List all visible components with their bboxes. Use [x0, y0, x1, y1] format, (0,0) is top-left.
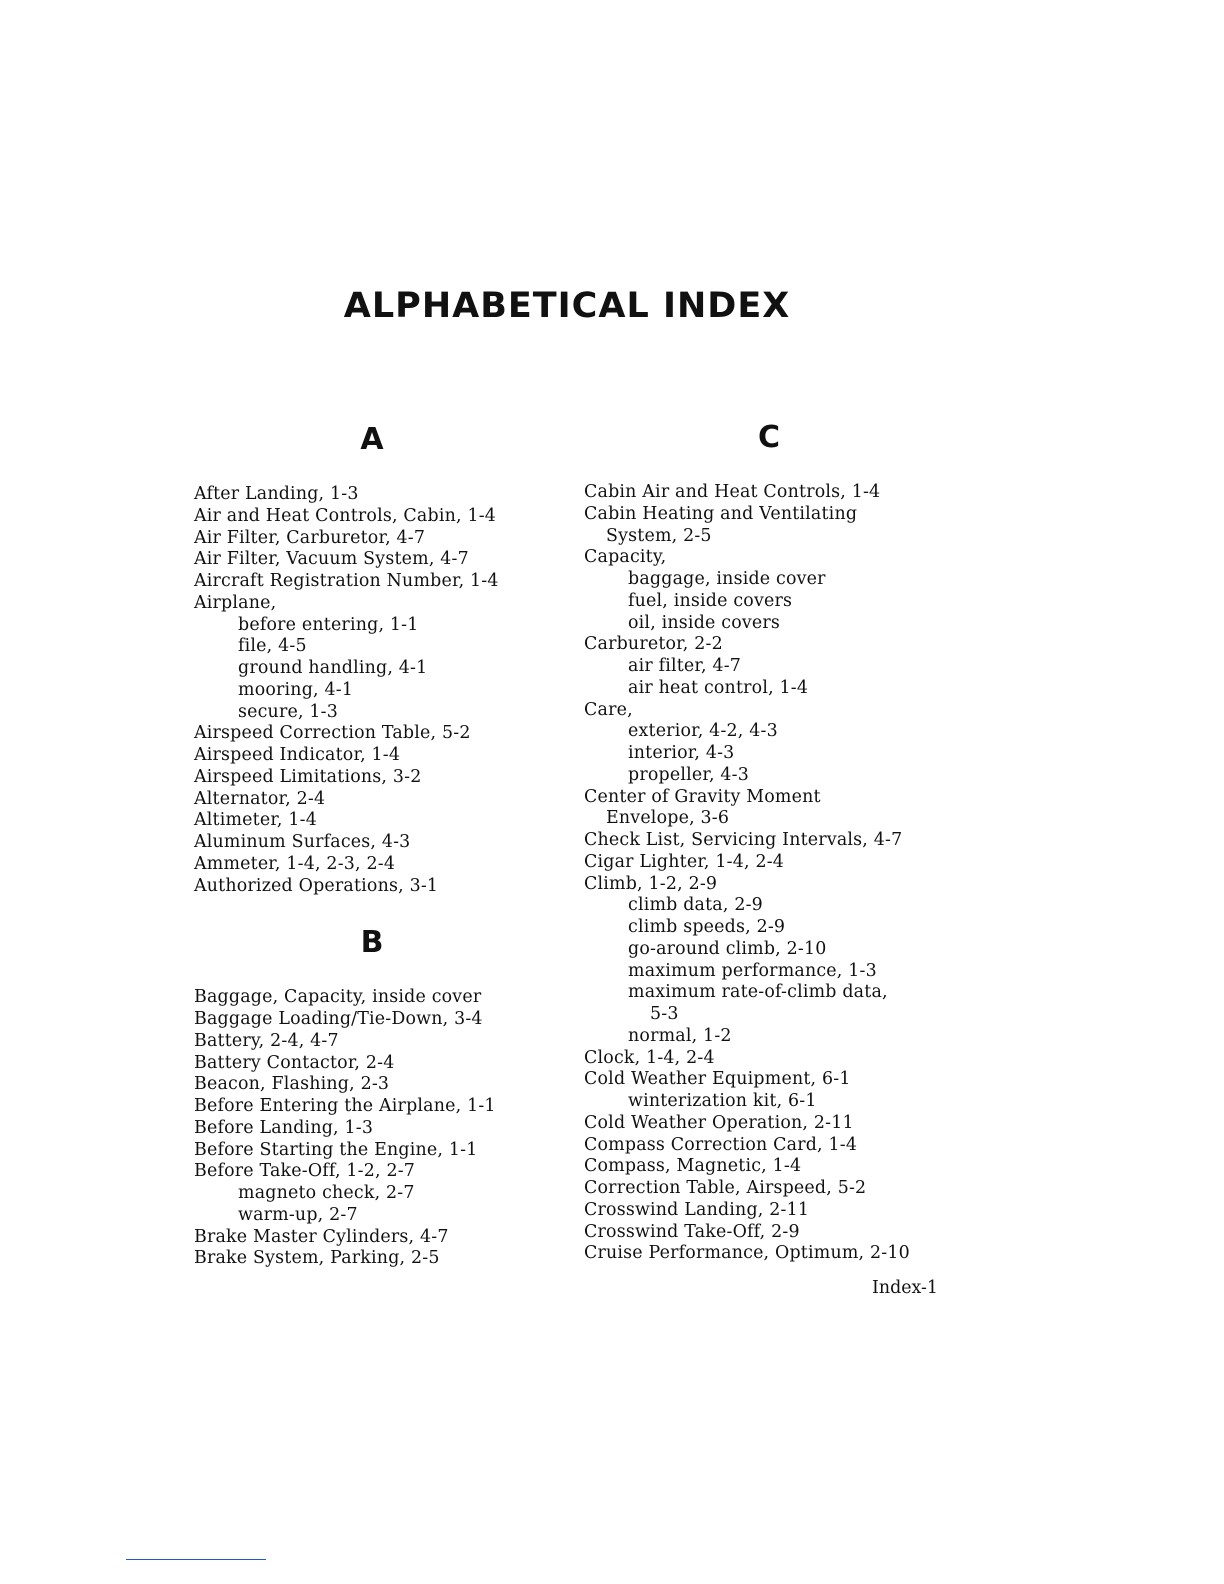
page-title: ALPHABETICAL INDEX	[343, 286, 791, 326]
footnote-rule	[126, 1559, 266, 1560]
index-entry: Compass, Magnetic, 1-4	[584, 1156, 802, 1177]
index-entry: Care,	[584, 699, 633, 720]
index-entry: Air and Heat Controls, Cabin, 1-4	[194, 505, 497, 526]
index-entry: Before Landing, 1-3	[194, 1117, 374, 1138]
index-subentry: interior, 4-3	[628, 743, 735, 763]
index-entry: Alternator, 2-4	[194, 788, 326, 809]
index-entry: Correction Table, Airspeed, 5-2	[584, 1178, 867, 1198]
index-section-a	[194, 420, 584, 897]
entry-list-b	[194, 987, 584, 1270]
index-entry: Ammeter, 1-4, 2-3, 2-4	[194, 853, 396, 874]
index-entry: Beacon, Flashing, 2-3	[194, 1074, 390, 1095]
index-entry: Center of Gravity Moment	[584, 786, 821, 807]
index-entry: After Landing, 1-3	[194, 484, 359, 504]
index-entry: Before Take-Off, 1-2, 2-7	[194, 1161, 416, 1182]
index-entry: Airspeed Indicator, 1-4	[194, 745, 401, 765]
index-subentry: ground handling, 4-1	[238, 658, 428, 678]
index-entry: Capacity,	[584, 547, 667, 568]
index-subentry: maximum performance, 1-3	[628, 960, 877, 981]
index-entry: Baggage Loading/Tie-Down, 3-4	[194, 1009, 483, 1029]
index-subentry: secure, 1-3	[238, 701, 339, 722]
index-subentry: warm-up, 2-7	[238, 1204, 358, 1225]
section-letter-c: C	[757, 420, 781, 455]
index-subentry: oil, inside covers	[628, 612, 781, 633]
index-entry: Cold Weather Operation, 2-11	[584, 1112, 854, 1133]
index-subentry: normal, 1-2	[628, 1025, 732, 1046]
index-entry: Before Starting the Engine, 1-1	[194, 1139, 478, 1160]
index-entry: Cabin Air and Heat Controls, 1-4	[584, 482, 881, 502]
index-subentry: mooring, 4-1	[238, 679, 354, 700]
index-subentry: 5-3	[650, 1004, 679, 1024]
index-entry: Check List, Servicing Intervals, 4-7	[584, 830, 903, 850]
index-subentry: propeller, 4-3	[628, 764, 750, 785]
index-subentry: climb data, 2-9	[628, 895, 763, 916]
index-subentry: maximum rate-of-climb data,	[628, 982, 888, 1003]
index-entry: Crosswind Landing, 2-11	[584, 1199, 810, 1220]
index-entry: Airspeed Correction Table, 5-2	[194, 723, 471, 744]
index-column-left	[194, 420, 584, 1270]
index-entry: Before Entering the Airplane, 1-1	[194, 1096, 496, 1116]
index-entry: Cabin Heating and Ventilating	[584, 503, 858, 524]
index-section-b	[194, 923, 584, 1270]
index-section-c	[584, 418, 984, 1265]
index-column-right	[584, 418, 984, 1265]
index-entry: Cold Weather Equipment, 6-1	[584, 1069, 851, 1090]
index-subentry: go-around climb, 2-10	[628, 938, 827, 959]
index-entry: Air Filter, Vacuum System, 4-7	[194, 549, 469, 570]
index-subentry: before entering, 1-1	[238, 614, 419, 635]
index-entry: Compass Correction Card, 1-4	[584, 1134, 858, 1155]
index-entry: Brake Master Cylinders, 4-7	[194, 1226, 449, 1247]
index-entry: Baggage, Capacity, inside cover	[194, 987, 482, 1008]
page-number: Index-1	[872, 1278, 938, 1298]
section-letter-a: A	[360, 422, 384, 457]
index-entry: Authorized Operations, 3-1	[194, 875, 439, 896]
index-entry: Climb, 1-2, 2-9	[584, 873, 718, 894]
index-entry: Cruise Performance, Optimum, 2-10	[584, 1243, 910, 1264]
index-entry: Altimeter, 1-4	[194, 810, 317, 831]
index-entry: Airplane,	[194, 592, 277, 613]
index-entry: Carburetor, 2-2	[584, 634, 723, 655]
index-subentry: exterior, 4-2, 4-3	[628, 721, 778, 742]
index-entry: Aircraft Registration Number, 1-4	[194, 571, 499, 591]
index-subentry: air filter, 4-7	[628, 656, 742, 676]
index-subentry: file, 4-5	[238, 636, 307, 657]
index-subentry: winterization kit, 6-1	[628, 1091, 817, 1111]
index-entry: Crosswind Take-Off, 2-9	[584, 1221, 800, 1242]
section-letter-b: B	[360, 925, 384, 961]
index-entry: Aluminum Surfaces, 4-3	[194, 832, 411, 852]
index-entry: Brake System, Parking, 2-5	[194, 1248, 440, 1269]
entry-list-c	[584, 482, 984, 1265]
index-entry: Clock, 1-4, 2-4	[584, 1047, 715, 1068]
index-entry: Battery Contactor, 2-4	[194, 1052, 395, 1073]
index-entry: Cigar Lighter, 1-4, 2-4	[584, 851, 785, 872]
index-subentry: climb speeds, 2-9	[628, 917, 786, 937]
index-entry: Air Filter, Carburetor, 4-7	[194, 527, 426, 548]
index-subentry: fuel, inside covers	[628, 590, 793, 611]
index-entry: Battery, 2-4, 4-7	[194, 1030, 339, 1051]
index-entry: Envelope, 3-6	[606, 808, 730, 829]
entry-list-a	[194, 484, 584, 897]
index-subentry: magneto check, 2-7	[238, 1183, 415, 1203]
index-subentry: baggage, inside cover	[628, 569, 826, 589]
index-subentry: air heat control, 1-4	[628, 677, 809, 698]
index-entry: Airspeed Limitations, 3-2	[194, 766, 422, 787]
index-entry: System, 2-5	[606, 525, 712, 546]
